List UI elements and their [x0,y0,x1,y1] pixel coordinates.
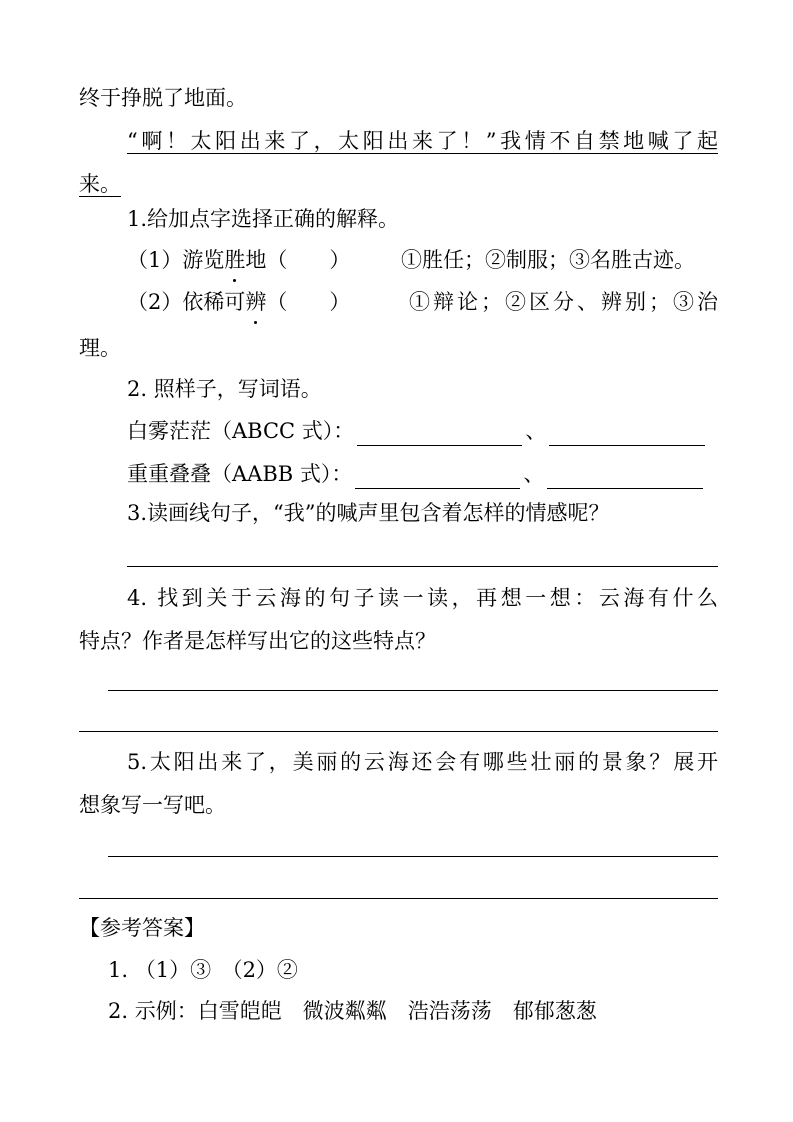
passage-line: 终于挣脱了地面。 [79,86,247,110]
question-1-item-1-options: ①胜任；②制服；③名胜古迹。 [401,248,695,272]
underlined-sentence: “啊！太阳出来了，太阳出来了！”我情不自禁地喊了起 [127,129,718,153]
answer-blank[interactable] [355,466,520,489]
item-1-answer-blank[interactable]: 地（ ） [245,248,351,272]
question-1-item-2-options: ①辩论；②区分、辨别；③治 [409,290,718,314]
dotted-character: 辨 [245,287,266,317]
question-2-row-1 [127,416,708,446]
question-4-line-b: 特点？作者是怎样写出它的这些特点？ [79,629,436,653]
answer-line[interactable] [79,898,718,899]
question-4-line-a: 4. 找到关于云海的句子读一读，再想一想：云海有什么 [127,586,718,610]
answer-blank[interactable] [547,466,703,489]
question-2-title: 2. 照样子，写词语。 [127,377,322,401]
question-2-row-2 [127,459,706,489]
question-5-line-a: 5.太阳出来了，美丽的云海还会有哪些壮丽的景象？展开 [127,750,718,774]
answer-line[interactable] [79,731,718,732]
separator: 、 [525,419,547,443]
question-1-item-2 [127,287,350,317]
row-1-label: 白雾茫茫（ABCC 式）： [127,419,355,443]
item-1-prefix: （1）游览 [127,248,225,272]
question-1-item-2-options-cont: 理。 [79,336,121,360]
answer-2: 2. 示例：白雪皑皑 微波粼粼 浩浩荡荡 郁郁葱葱 [108,999,597,1023]
item-2-answer-blank[interactable]: （ ） [266,290,351,314]
underlined-sentence-end: 来。 [79,172,121,196]
separator: 、 [523,462,545,486]
answer-1: 1. （1）③ （2）② [108,958,298,982]
answer-line[interactable] [108,856,718,857]
question-5-line-b: 想象写一写吧。 [79,793,226,817]
answer-key-heading: 【参考答案】 [79,916,205,940]
answer-line[interactable] [127,566,718,567]
answer-blank[interactable] [357,423,522,446]
question-1-title: 1.给加点字选择正确的解释。 [127,207,400,231]
dotted-character: 胜 [224,245,245,275]
question-3-title: 3.读画线句子，“我”的喊声里包含着怎样的情感呢？ [127,501,610,525]
row-2-label: 重重叠叠（AABB 式）： [127,462,353,486]
item-2-prefix: （2）依稀可 [127,290,246,314]
answer-line[interactable] [108,690,718,691]
answer-blank[interactable] [549,423,705,446]
question-1-item-1 [127,245,350,275]
